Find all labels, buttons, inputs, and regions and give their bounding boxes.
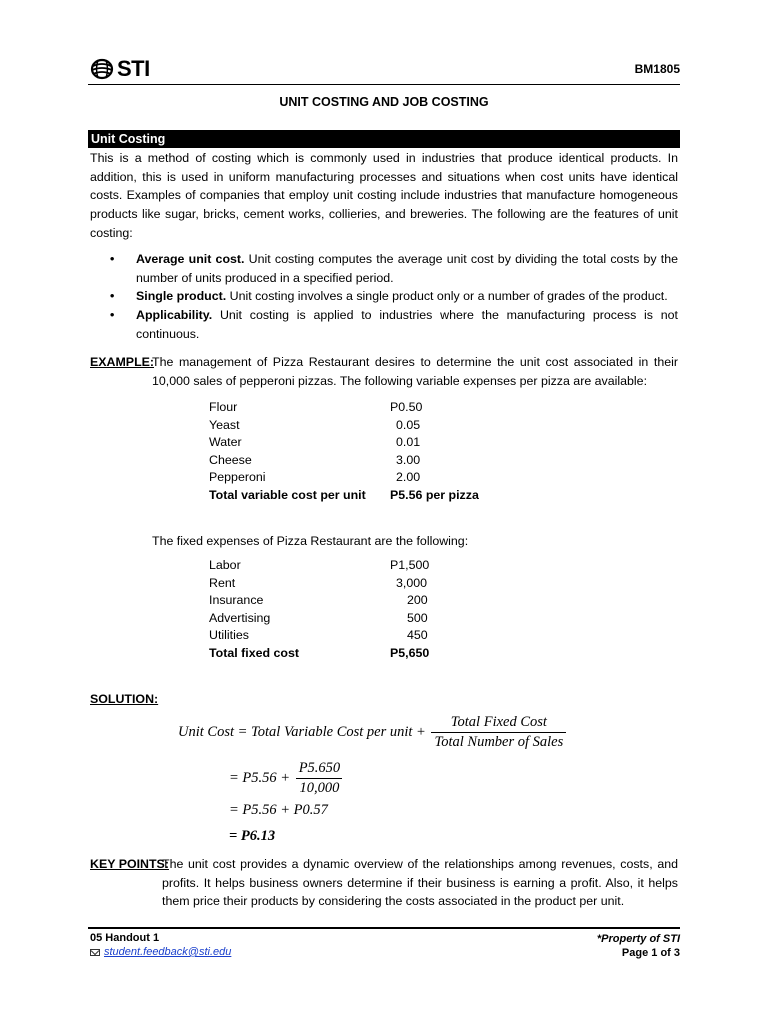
cost-value: 500 bbox=[407, 610, 428, 625]
bullet-term: Single product. bbox=[136, 289, 227, 304]
list-item bbox=[110, 250, 678, 287]
page-title: UNIT COSTING AND JOB COSTING bbox=[279, 95, 489, 109]
formula-lhs: Unit Cost = Total Variable Cost per unit + bbox=[178, 723, 426, 740]
page-number: Page 1 of 3 bbox=[621, 947, 680, 959]
cost-value: P0.50 bbox=[390, 400, 423, 414]
formula-fraction bbox=[431, 714, 566, 751]
fraction-denominator: 10,000 bbox=[296, 778, 342, 797]
cost-item: Cheese bbox=[209, 452, 252, 467]
cost-value: 3,000 bbox=[396, 575, 428, 590]
cost-item: Labor bbox=[209, 558, 241, 572]
footer-right bbox=[597, 932, 680, 960]
fraction-numerator: P5.650 bbox=[298, 760, 341, 776]
footer-divider bbox=[88, 927, 680, 929]
cost-item: Yeast bbox=[209, 417, 240, 432]
step-fraction bbox=[296, 760, 343, 797]
feedback-email bbox=[90, 946, 231, 958]
list-item bbox=[110, 306, 678, 343]
bullet-term: Applicability. bbox=[136, 308, 213, 323]
cost-value: 0.05 bbox=[396, 417, 421, 432]
bullet-text: Unit costing is applied to industries where the manufacturing process is not continuous. bbox=[136, 308, 678, 341]
key-points-label: KEY POINTS: bbox=[90, 857, 169, 871]
sti-logo bbox=[90, 56, 150, 82]
feedback-email-link[interactable]: student.feedback@sti.edu bbox=[104, 946, 232, 958]
envelope-icon bbox=[90, 949, 100, 956]
bullet-icon: • bbox=[110, 252, 115, 266]
fraction-denominator: Total Number of Sales bbox=[431, 732, 566, 751]
total-value: P5,650 bbox=[390, 645, 430, 660]
sti-globe-icon bbox=[90, 58, 114, 80]
cost-value: P1,500 bbox=[390, 558, 430, 572]
total-label: Total variable cost per unit bbox=[209, 487, 366, 502]
formula-step-2: = P5.56 + P0.57 bbox=[229, 802, 328, 818]
unit-cost-formula bbox=[178, 714, 568, 751]
solution-label: SOLUTION: bbox=[90, 692, 159, 706]
bullet-icon: • bbox=[110, 289, 115, 304]
logo-text: STI bbox=[117, 56, 150, 81]
cost-item: Rent bbox=[209, 575, 236, 590]
formula-step-1 bbox=[229, 760, 345, 797]
cost-value: 3.00 bbox=[396, 452, 421, 467]
cost-item: Utilities bbox=[209, 628, 249, 643]
cost-value: 0.01 bbox=[396, 435, 421, 450]
list-item bbox=[110, 287, 678, 306]
bullet-icon: • bbox=[110, 308, 115, 323]
handout-label: 05 Handout 1 bbox=[90, 932, 160, 944]
cost-item: Flour bbox=[209, 400, 238, 414]
cost-value: 450 bbox=[407, 628, 428, 643]
total-label: Total fixed cost bbox=[209, 645, 299, 660]
cost-item: Insurance bbox=[209, 593, 264, 608]
document-code: BM1805 bbox=[634, 62, 680, 76]
cost-item: Pepperoni bbox=[209, 470, 266, 485]
fraction-numerator: Total Fixed Cost bbox=[450, 714, 547, 730]
formula-result: = P6.13 bbox=[229, 828, 276, 844]
example-text: The management of Pizza Restaurant desires to determine the unit cost associated in their 10,000 sales of pepperoni pizzas. The following variable expenses per pizza are available: bbox=[152, 355, 678, 388]
step-lhs: = P5.56 + bbox=[229, 769, 291, 786]
total-value: P5.56 per pizza bbox=[390, 487, 479, 502]
cost-value: 2.00 bbox=[396, 470, 421, 485]
cost-item: Water bbox=[209, 435, 242, 450]
features-list bbox=[110, 250, 678, 344]
cost-value: 200 bbox=[407, 593, 428, 608]
bullet-term: Average unit cost. bbox=[136, 252, 245, 266]
bullet-text: Unit costing involves a single product only or a number of grades of the product. bbox=[226, 289, 668, 304]
example-label: EXAMPLE: bbox=[90, 355, 155, 369]
cost-item: Advertising bbox=[209, 610, 271, 625]
section-heading: Unit Costing bbox=[88, 130, 680, 148]
header-divider bbox=[88, 84, 680, 85]
intro-paragraph: This is a method of costing which is commonly used in industries that produce identical products. In addition, this is used in uniform manufacturing processes and situations when cost units have identical costs. Examples of companies that employ unit costing include industries that manufacture homogeneous products like sugar, bricks, cement works, collieries, and breweries. The following are the features of unit costing: bbox=[90, 151, 678, 240]
key-points-text: The unit cost provides a dynamic overview of the relationships among revenues, costs, and profits. It helps business owners determine if their business is earning a profit. Also, it helps them price their products by considering the costs associated in the product per unit. bbox=[162, 857, 678, 909]
bullet-text: Unit costing computes the average unit cost by dividing the total costs by the number of units produced in a specified period. bbox=[136, 252, 678, 285]
property-notice: *Property of STI bbox=[596, 933, 680, 945]
fixed-expenses-intro: The fixed expenses of Pizza Restaurant are the following: bbox=[152, 534, 469, 548]
